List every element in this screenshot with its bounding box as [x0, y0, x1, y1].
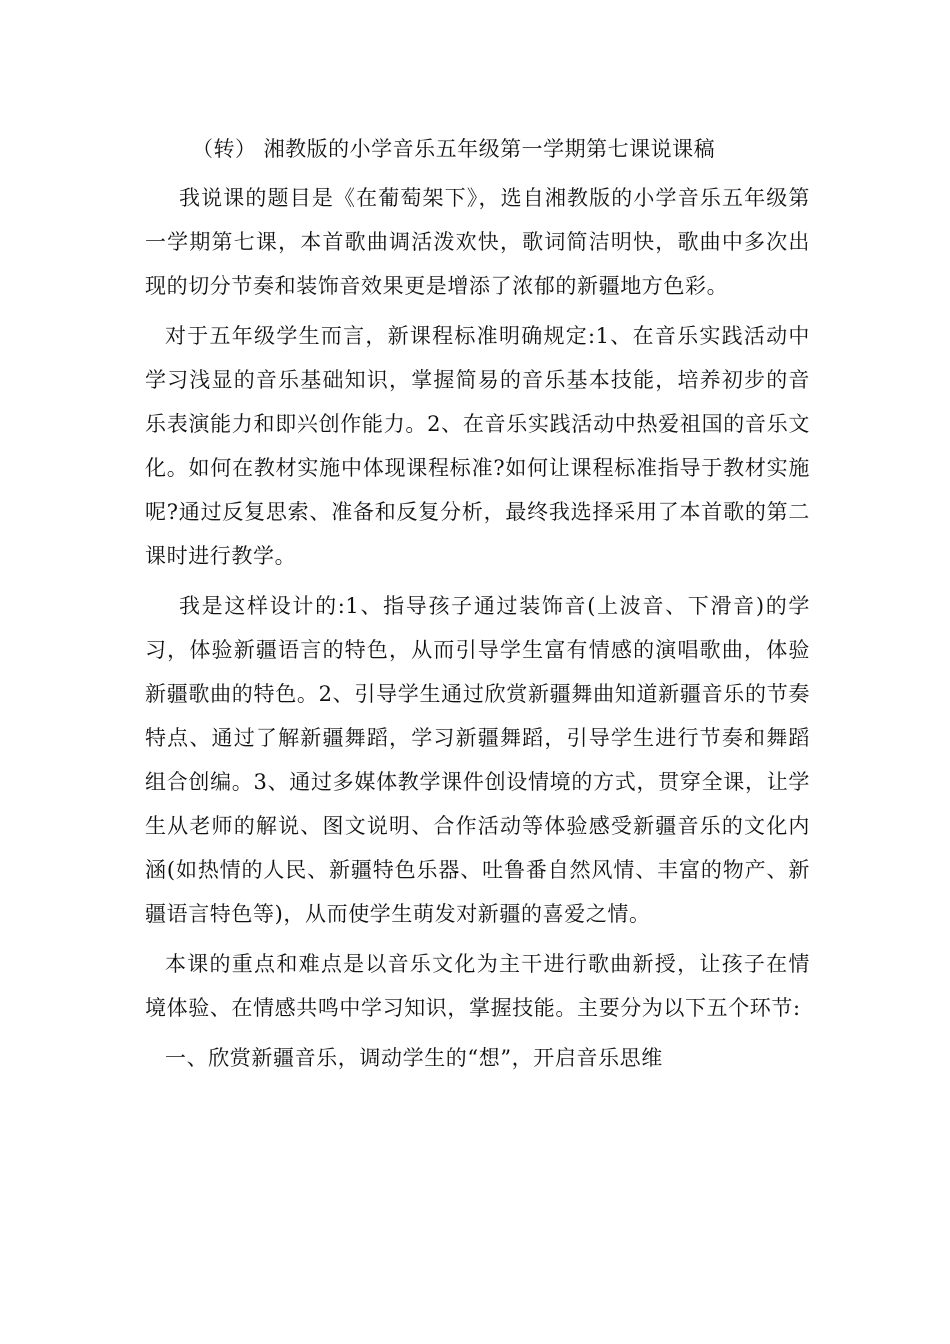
paragraph-3: 我是这样设计的:1、指导孩子通过装饰音(上波音、下滑音)的学习，体验新疆语言的特色，从而引导学生富有情感的演唱歌曲，体验新疆歌曲的特色。2、引导学生通过欣赏新疆舞曲知道新疆音乐的节奏特点、通过了解新疆舞蹈，学习新疆舞蹈，引导学生进行节奏和舞蹈组合创编。3、通过多媒体教学课件创设情境的方式，贯穿全课，让学生从老师的解说、图文说明、合作活动等体验感受新疆音乐的文化内涵(如热情的人民、新疆特色乐器、吐鲁番自然风情、丰富的物产、新疆语言特色等)，从而使学生萌发对新疆的喜爱之情。 [145, 594, 810, 926]
document-body [145, 176, 810, 1086]
paragraph-2: 对于五年级学生而言，新课程标准明确规定:1、在音乐实践活动中学习浅显的音乐基础知识，掌握简易的音乐基本技能，培养初步的音乐表演能力和即兴创作能力。2、在音乐实践活动中热爱祖国的音乐文化。如何在教材实施中体现课程标准?如何让课程标准指导于教材实施呢?通过反复思索、准备和反复分析，最终我选择采用了本首歌的第二课时进行教学。 [145, 324, 810, 568]
document-title: （转） 湘教版的小学音乐五年级第一学期第七课说课稿 [192, 137, 716, 161]
section-heading-1: 一、欣赏新疆音乐，调动学生的“想”，开启音乐思维 [165, 1046, 663, 1070]
paragraph-1: 我说课的题目是《在葡萄架下》，选自湘教版的小学音乐五年级第一学期第七课，本首歌曲调活泼欢快，歌词简洁明快，歌曲中多次出现的切分节奏和装饰音效果更是增添了浓郁的新疆地方色彩。 [145, 186, 810, 298]
paragraph-4: 本课的重点和难点是以音乐文化为主干进行歌曲新授，让孩子在情境体验、在情感共鸣中学习知识，掌握技能。主要分为以下五个环节: [145, 952, 810, 1020]
